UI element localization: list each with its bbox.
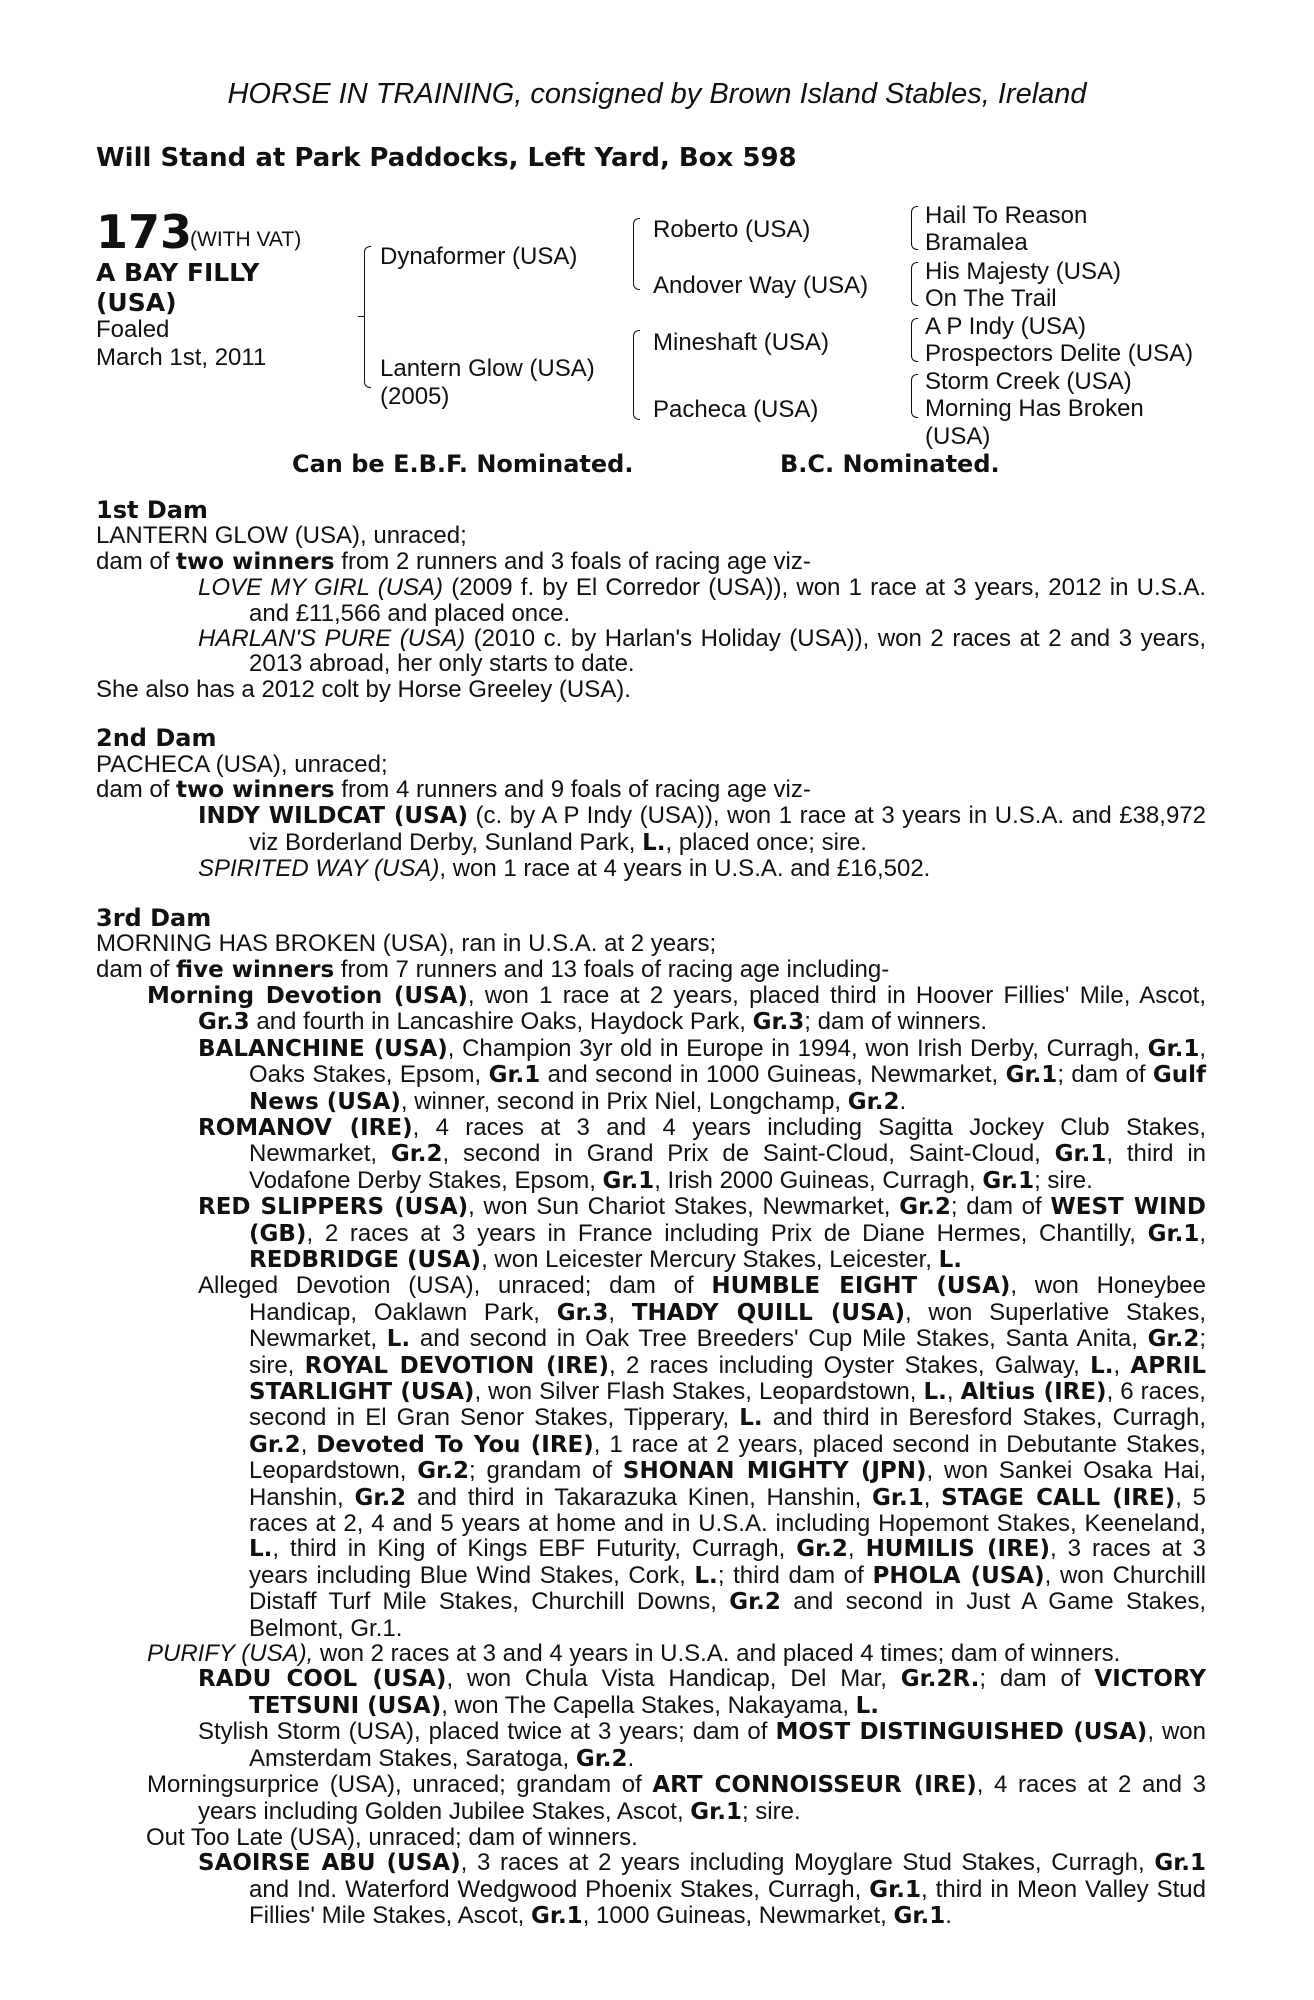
pedigree-brace-6	[911, 318, 918, 362]
foaled-label: Foaled	[96, 316, 170, 343]
bold-text: Gr.2	[899, 1194, 951, 1221]
bold-text: Gr.3	[752, 1009, 805, 1036]
bold-text: Gr.2	[390, 1141, 443, 1168]
horse-name: HARLAN'S PURE (USA)	[198, 625, 466, 653]
bold-text: Gr.1	[690, 1798, 742, 1825]
text: ,	[923, 1483, 942, 1511]
pedigree-g4: On The Trail	[925, 285, 1057, 312]
bold-text: Gulf News (USA)	[249, 1062, 1207, 1115]
bold-text: Gr.1	[531, 1903, 583, 1930]
pedigree-brace-1-tip	[358, 316, 364, 317]
text: dam of	[96, 547, 177, 575]
pedigree-brace-5	[911, 262, 918, 306]
text: , won Superlative Stakes, Newmarket,	[249, 1298, 1207, 1353]
entry-romanov	[96, 1115, 1206, 1194]
text: , winner, second in Prix Niel, Longchamp,	[400, 1087, 848, 1115]
text: dam of	[96, 776, 177, 804]
text: , second in Grand Prix de Saint-Cloud, Saint-Cloud,	[442, 1140, 1055, 1168]
bold-text: L.	[386, 1326, 411, 1353]
text: , won 1 race at 2 years, placed third in Hoover Fillies' Mile, Ascot,	[467, 981, 1206, 1009]
entry-purify	[96, 1641, 1206, 1666]
horse-name: PURIFY (USA),	[147, 1640, 314, 1668]
bold-text: L.	[694, 1562, 718, 1589]
bold-text: Gr.1	[1005, 1062, 1058, 1089]
horse-name: INDY WILDCAT (USA)	[198, 803, 468, 830]
text: .	[395, 1614, 403, 1642]
first-dam-entry-1	[96, 575, 1206, 626]
bold-text: Gr.1	[488, 1062, 541, 1089]
pedigree-g8-line1: Morning Has Broken	[925, 395, 1144, 422]
text: ; sire,	[249, 1325, 1207, 1379]
text: , won Amsterdam Stakes, Saratoga,	[249, 1718, 1206, 1772]
bold-text: L.	[923, 1379, 947, 1405]
bold-text: Devoted To You (IRE)	[316, 1431, 594, 1458]
bold-text: ROYAL DEVOTION (IRE)	[304, 1352, 610, 1379]
text: , 4 races at 2 and 3 years including Golden Jubilee Stakes, Ascot,	[198, 1771, 1206, 1825]
bold-text: L.	[855, 1692, 880, 1719]
text: , 5 races at 2, 4 and 5 years at home and in U.S.A. including Hopemont Stakes, Keeneland,	[249, 1483, 1206, 1538]
text: ; dam of	[979, 1665, 1095, 1693]
pedigree-sire-dam: Andover Way (USA)	[653, 272, 869, 299]
entry-red-slippers	[96, 1194, 1206, 1273]
pedigree-dam	[380, 355, 595, 411]
text: , 2 races at 3 years in France including Prix de Diane Hermes, Chantilly,	[306, 1219, 1148, 1247]
text: (2009 f. by El Corredor (USA)), won 1 race at 3 years, 2012 in U.S.A. and £11,566 and placed once.	[249, 574, 1206, 627]
ebf-nomination: Can be E.B.F. Nominated.	[292, 450, 634, 478]
text: ,	[608, 1298, 632, 1326]
text: ; dam of	[950, 1193, 1051, 1221]
third-dam-line1: MORNING HAS BROKEN (USA), ran in U.S.A. at 2 years;	[96, 930, 717, 958]
text: Alleged Devotion (USA), unraced; dam of	[198, 1272, 712, 1300]
winners-count: two winners	[176, 548, 335, 575]
entry-balanchine	[96, 1036, 1206, 1115]
bold-text: Gr.3	[556, 1299, 609, 1326]
pedigree-brace-2	[633, 218, 640, 290]
bold-text: RED SLIPPERS (USA)	[198, 1194, 469, 1221]
text: , 2 races including Oyster Stakes, Galway,	[609, 1351, 1091, 1379]
text: from 7 runners and 13 foals of racing age including-	[334, 955, 890, 983]
bold-text: BALANCHINE (USA)	[198, 1035, 448, 1062]
text: Gr.1	[350, 1614, 396, 1642]
text: , Irish 2000 Guineas, Curragh,	[654, 1166, 983, 1194]
pedigree-dam-line1: Lantern Glow (USA)	[380, 355, 595, 382]
page-header: HORSE IN TRAINING, consigned by Brown Island Stables, Ireland	[227, 78, 1087, 110]
bold-text: THADY QUILL (USA)	[631, 1299, 905, 1326]
text: ; sire.	[741, 1797, 801, 1825]
text: , Champion 3yr old in Europe in 1994, won Irish Derby, Curragh,	[447, 1034, 1148, 1062]
foaled-info	[96, 316, 266, 372]
bold-text: Gr.1	[893, 1903, 946, 1930]
bold-text: PHOLA (USA)	[872, 1562, 1045, 1589]
bold-text: VICTORY TETSUNI (USA)	[249, 1666, 1207, 1719]
bold-text: STAGE CALL (IRE)	[941, 1484, 1176, 1511]
text: , won Chula Vista Handicap, Del Mar,	[446, 1665, 901, 1693]
bold-text: Morning Devotion (USA)	[147, 982, 468, 1009]
pedigree-g1: Hail To Reason	[925, 202, 1088, 229]
entry-radu-cool	[96, 1666, 1206, 1719]
text: dam of	[96, 955, 177, 983]
bold-text: ART CONNOISSEUR (IRE)	[652, 1772, 977, 1799]
text: won 2 races at 3 and 4 years in U.S.A. and placed 4 times; dam of winners.	[313, 1640, 1121, 1668]
winners-count: two winners	[176, 777, 335, 804]
race-grade: L.	[642, 829, 666, 856]
winners-count: five winners	[176, 956, 335, 983]
bold-text: RADU COOL (USA)	[198, 1666, 447, 1693]
bold-text: Gr.1	[1147, 1035, 1200, 1062]
third-dam-heading: 3rd Dam	[96, 903, 212, 932]
horse-name-line1: A BAY FILLY	[96, 258, 260, 287]
first-dam-line2	[96, 549, 1206, 575]
text: (2010 c. by Harlan's Holiday (USA)), won 2 races at 2 and 3 years, 2013 abroad, her only starts to date.	[249, 625, 1207, 678]
text: and Ind. Waterford Wedgwood Phoenix Stakes, Curragh,	[249, 1875, 870, 1903]
text: Morningsurprice (USA), unraced; grandam of	[147, 1771, 653, 1799]
bold-text: Gr.3	[198, 1009, 250, 1036]
bold-text: Gr.1	[602, 1167, 655, 1194]
text: from 4 runners and 9 foals of racing age viz-	[334, 776, 811, 804]
bold-text: Gr.2	[575, 1745, 628, 1772]
pedigree-sire: Dynaformer (USA)	[380, 243, 578, 270]
bold-text: Gr.1	[1154, 1850, 1206, 1877]
text: ; sire.	[1034, 1166, 1093, 1194]
first-dam-heading: 1st Dam	[96, 496, 208, 524]
text: .	[945, 1902, 952, 1930]
text: , 1 race at 2 years, placed second in Debutante Stakes, Leopardstown,	[249, 1430, 1206, 1485]
bold-text: Gr.2	[847, 1088, 900, 1115]
second-dam-line2	[96, 777, 1206, 803]
text: , 3 races at 3 years including Blue Wind Stakes, Cork,	[249, 1535, 1206, 1589]
text: from 2 runners and 3 foals of racing age viz-	[334, 547, 811, 575]
bold-text: Gr.1	[982, 1167, 1035, 1194]
stand-location: Will Stand at Park Paddocks, Left Yard, Box 598	[96, 143, 797, 173]
bold-text: L.	[1090, 1352, 1114, 1379]
pedigree-dam-line2: (2005)	[380, 383, 450, 410]
pedigree-g3: His Majesty (USA)	[925, 258, 1122, 285]
bold-text: Gr.1	[872, 1484, 924, 1511]
text: , 4 races at 3 and 4 years including Sagitta Jockey Club Stakes, Newmarket,	[249, 1113, 1206, 1168]
text: , won Leicester Mercury Stakes, Leicester,	[481, 1245, 939, 1273]
horse-name: LOVE MY GIRL (USA)	[198, 574, 444, 602]
text: Stylish Storm (USA), placed twice at 3 years; dam of	[198, 1718, 776, 1746]
horse-name-line2: (USA)	[96, 288, 177, 317]
pedigree-g6: Prospectors Delite (USA)	[925, 340, 1194, 367]
text: , won Sankei Osaka Hai, Hanshin,	[249, 1457, 1206, 1511]
text: and second in Oak Tree Breeders' Cup Mile Stakes, Santa Anita,	[410, 1325, 1148, 1353]
foaled-date: March 1st, 2011	[96, 344, 267, 371]
pedigree-brace-7	[911, 374, 918, 418]
text: and third in Beresford Stakes, Curragh,	[762, 1404, 1206, 1432]
pedigree-g8	[925, 395, 1144, 451]
text: , 6 races, second in El Gran Senor Stakes, Tipperary,	[249, 1378, 1206, 1432]
horse-description	[96, 258, 259, 318]
text: , won Sun Chariot Stakes, Newmarket,	[468, 1193, 900, 1221]
entry-saoirse-abu	[96, 1850, 1206, 1929]
entry-morningsurprice	[96, 1772, 1206, 1825]
bold-text: HUMILIS (IRE)	[865, 1536, 1051, 1563]
pedigree-g5: A P Indy (USA)	[925, 313, 1086, 340]
bold-text: Gr.1	[1147, 1220, 1200, 1247]
bold-text: Gr.2	[729, 1589, 781, 1616]
horse-name: SPIRITED WAY (USA)	[198, 855, 440, 883]
text: ; dam of winners.	[804, 1008, 988, 1036]
second-dam-entry-2	[96, 856, 1206, 881]
pedigree-brace-1	[364, 246, 371, 388]
pedigree-g7: Storm Creek (USA)	[925, 368, 1132, 395]
bold-text: MOST DISTINGUISHED (USA)	[775, 1719, 1148, 1746]
bold-text: Altius (IRE)	[960, 1379, 1107, 1405]
bold-text: L.	[938, 1246, 963, 1273]
bold-text: HUMBLE EIGHT (USA)	[711, 1273, 1011, 1300]
text: and fourth in Lancashire Oaks, Haydock Park,	[249, 1008, 753, 1036]
bold-text: Gr.2	[249, 1431, 301, 1458]
bold-text: Gr.2	[796, 1536, 848, 1563]
text: ; dam of	[1057, 1061, 1153, 1089]
bold-text: Gr.2	[354, 1484, 407, 1511]
entry-out-too-late: Out Too Late (USA), unraced; dam of winners.	[146, 1823, 638, 1851]
second-dam-entry-1	[96, 803, 1206, 856]
text: , third in Vodafone Derby Stakes, Epsom,	[249, 1140, 1207, 1194]
text: and second in Just A Game Stakes, Belmont,	[249, 1588, 1206, 1642]
pedigree-brace-3	[633, 330, 640, 420]
bold-text: L.	[739, 1405, 763, 1432]
first-dam-line1: LANTERN GLOW (USA), unraced;	[96, 522, 467, 550]
text: and second in 1000 Guineas, Newmarket,	[540, 1061, 1006, 1089]
bold-text: SAOIRSE ABU (USA)	[198, 1850, 461, 1877]
text: , won 1 race at 4 years in U.S.A. and £16,502.	[439, 855, 931, 883]
text: .	[899, 1087, 907, 1115]
text: , third in King of Kings EBF Futurity, Curragh,	[272, 1535, 797, 1563]
text: ,	[1113, 1351, 1131, 1379]
bold-text: Gr.1	[869, 1876, 921, 1903]
bold-text: WEST WIND (GB)	[249, 1194, 1207, 1247]
pedigree-sire-sire: Roberto (USA)	[653, 216, 811, 243]
bold-text: Gr.2R.	[900, 1666, 980, 1693]
pedigree-g8-line2: (USA)	[925, 423, 991, 450]
pedigree-g2: Bramalea	[925, 229, 1028, 256]
bold-text: L.	[249, 1536, 273, 1563]
text: ,	[946, 1378, 961, 1405]
vat-note: (WITH VAT)	[190, 228, 302, 251]
bold-text: APRIL STARLIGHT (USA)	[249, 1352, 1207, 1405]
text: , Oaks Stakes, Epsom,	[249, 1034, 1206, 1089]
text: ,	[847, 1535, 866, 1563]
third-dam-line2	[96, 957, 1206, 983]
lot-number: 173	[96, 205, 193, 259]
text: (c. by A P Indy (USA)), won 1 race at 3 years in U.S.A. and £38,972 viz Borderland Derby, Sunland Park,	[249, 802, 1206, 856]
text: , won Honeybee Handicap, Oaklawn Park,	[249, 1272, 1206, 1326]
first-dam-entry-2	[96, 626, 1206, 677]
bold-text: Gr.1	[1054, 1141, 1107, 1168]
text: ,	[1199, 1219, 1206, 1247]
bold-text: REDBRIDGE (USA)	[249, 1246, 482, 1273]
bold-text: Gr.2	[417, 1458, 469, 1485]
text: ; third dam of	[717, 1561, 873, 1589]
text: , 3 races at 2 years including Moyglare Stud Stakes, Curragh,	[460, 1849, 1155, 1877]
text: , won The Capella Stakes, Nakayama,	[441, 1691, 856, 1719]
bc-nomination: B.C. Nominated.	[780, 450, 1000, 478]
text: and third in Takarazuka Kinen, Hanshin,	[406, 1483, 873, 1511]
bold-text: Gr.2	[1147, 1326, 1200, 1353]
text: ,	[300, 1430, 317, 1458]
entry-stylish-storm	[96, 1719, 1206, 1772]
text: , third in Meon Valley Stud Fillies' Mile Stakes, Ascot,	[249, 1875, 1206, 1930]
text: , placed once; sire.	[665, 828, 867, 856]
text: , won Churchill Distaff Turf Mile Stakes, Churchill Downs,	[249, 1561, 1206, 1616]
pedigree-dam-sire: Mineshaft (USA)	[653, 329, 830, 356]
text: ; grandam of	[468, 1457, 623, 1485]
text: , won Silver Flash Stakes, Leopardstown,	[474, 1378, 924, 1405]
catalogue-body	[96, 498, 1206, 1930]
entry-morning-devotion	[96, 983, 1206, 1036]
second-dam-heading: 2nd Dam	[96, 724, 217, 753]
first-dam-line3: She also has a 2012 colt by Horse Greeley (USA).	[96, 675, 631, 703]
text: .	[627, 1744, 635, 1772]
text: , 1000 Guineas, Newmarket,	[582, 1902, 894, 1930]
second-dam-line1: PACHECA (USA), unraced;	[96, 750, 388, 778]
bold-text: ROMANOV (IRE)	[198, 1114, 413, 1141]
pedigree-dam-dam: Pacheca (USA)	[653, 396, 819, 423]
bold-text: SHONAN MIGHTY (JPN)	[622, 1458, 927, 1485]
entry-alleged-devotion	[96, 1273, 1206, 1641]
pedigree-brace-4	[911, 206, 918, 250]
